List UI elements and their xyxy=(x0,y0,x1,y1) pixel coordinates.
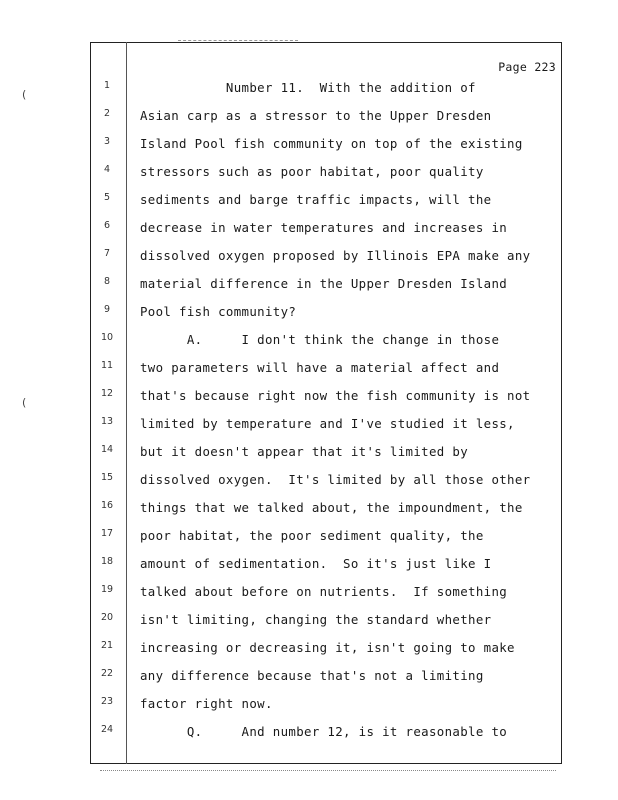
transcript-line xyxy=(96,220,558,248)
line-text: Q. And number 12, is it reasonable to xyxy=(140,724,508,739)
line-number: 21 xyxy=(100,640,114,651)
transcript-line xyxy=(96,164,558,192)
transcript-line xyxy=(96,332,558,360)
transcript-line xyxy=(96,192,558,220)
line-number: 1 xyxy=(103,80,111,91)
line-number: 5 xyxy=(103,192,111,203)
line-text: limited by temperature and I've studied it less, xyxy=(140,416,515,431)
line-number: 14 xyxy=(100,444,114,455)
line-text: Number 11. With the addition of xyxy=(140,80,476,95)
transcript-line xyxy=(96,640,558,668)
line-number: 24 xyxy=(100,724,114,735)
line-number: 13 xyxy=(100,416,114,427)
line-number: 2 xyxy=(103,108,111,119)
line-number: 12 xyxy=(100,388,114,399)
transcript-line xyxy=(96,500,558,528)
line-number: 15 xyxy=(100,472,114,483)
transcript-line xyxy=(96,416,558,444)
transcript-line xyxy=(96,584,558,612)
transcript-line xyxy=(96,108,558,136)
line-text: amount of sedimentation. So it's just like I xyxy=(140,556,492,571)
scan-artifact-top xyxy=(178,40,298,42)
line-number: 11 xyxy=(100,360,114,371)
line-text: sediments and barge traffic impacts, will the xyxy=(140,192,492,207)
page-number: Page 223 xyxy=(498,60,556,74)
line-text: things that we talked about, the impoundment, the xyxy=(140,500,523,515)
line-number: 18 xyxy=(100,556,114,567)
line-text: isn't limiting, changing the standard whether xyxy=(140,612,492,627)
hole-punch-mark-lower: ( xyxy=(22,396,27,409)
line-text: stressors such as poor habitat, poor quality xyxy=(140,164,484,179)
transcript-line xyxy=(96,612,558,640)
transcript-line xyxy=(96,556,558,584)
line-number: 10 xyxy=(100,332,114,343)
line-text: decrease in water temperatures and increases in xyxy=(140,220,508,235)
line-text: dissolved oxygen proposed by Illinois EPA make any xyxy=(140,248,531,263)
line-text: material difference in the Upper Dresden Island xyxy=(140,276,508,291)
transcript-line xyxy=(96,304,558,332)
line-text: any difference because that's not a limiting xyxy=(140,668,484,683)
line-text: talked about before on nutrients. If something xyxy=(140,584,508,599)
line-text: A. I don't think the change in those xyxy=(140,332,500,347)
transcript-line xyxy=(96,444,558,472)
scan-artifact-bottom xyxy=(100,770,556,772)
line-number: 7 xyxy=(103,248,111,259)
line-number: 17 xyxy=(100,528,114,539)
transcript-line xyxy=(96,668,558,696)
line-text: Island Pool fish community on top of the existing xyxy=(140,136,523,151)
line-text: factor right now. xyxy=(140,696,273,711)
line-number: 6 xyxy=(103,220,111,231)
transcript-line xyxy=(96,696,558,724)
line-number: 23 xyxy=(100,696,114,707)
line-text: dissolved oxygen. It's limited by all those other xyxy=(140,472,531,487)
transcript-line xyxy=(96,472,558,500)
line-number: 4 xyxy=(103,164,111,175)
transcript-line xyxy=(96,80,558,108)
line-text: Asian carp as a stressor to the Upper Dresden xyxy=(140,108,492,123)
transcript-line xyxy=(96,724,558,752)
hole-punch-mark-upper: ( xyxy=(22,88,27,101)
transcript-line xyxy=(96,528,558,556)
line-text: but it doesn't appear that it's limited by xyxy=(140,444,469,459)
transcript-line xyxy=(96,136,558,164)
line-text: poor habitat, the poor sediment quality, the xyxy=(140,528,484,543)
line-number: 3 xyxy=(103,136,111,147)
line-number: 19 xyxy=(100,584,114,595)
transcript-line xyxy=(96,360,558,388)
line-text: increasing or decreasing it, isn't going to make xyxy=(140,640,515,655)
line-text: Pool fish community? xyxy=(140,304,297,319)
transcript-line xyxy=(96,248,558,276)
line-text: that's because right now the fish community is not xyxy=(140,388,531,403)
line-number: 8 xyxy=(103,276,111,287)
transcript-line xyxy=(96,276,558,304)
line-number: 20 xyxy=(100,612,114,623)
line-number: 16 xyxy=(100,500,114,511)
transcript-line xyxy=(96,388,558,416)
line-number: 9 xyxy=(103,304,111,315)
line-number: 22 xyxy=(100,668,114,679)
line-text: two parameters will have a material affect and xyxy=(140,360,500,375)
